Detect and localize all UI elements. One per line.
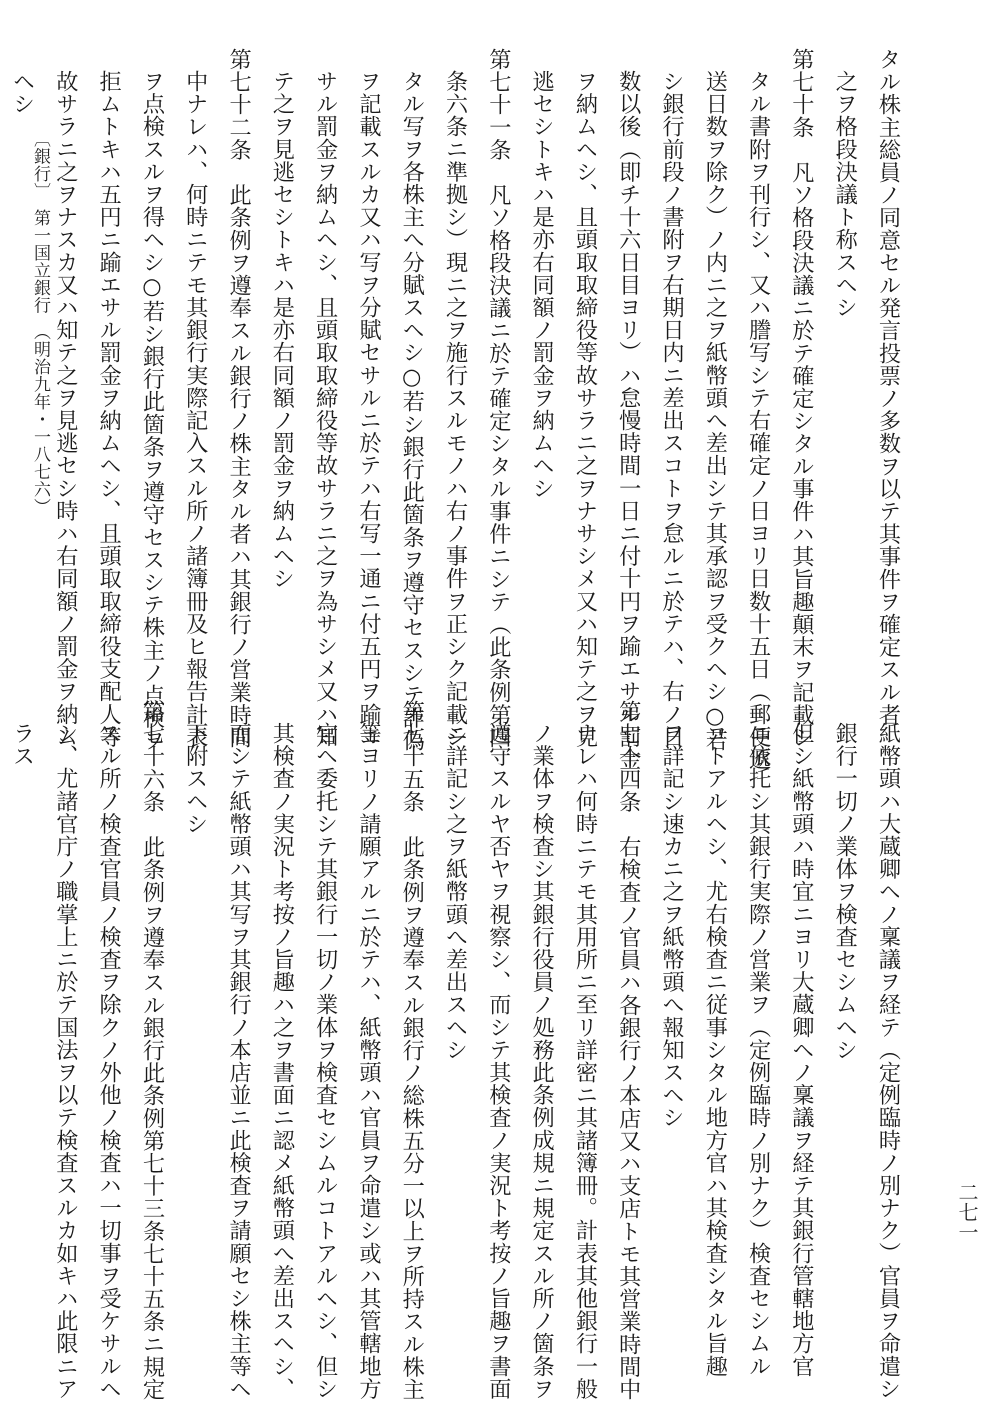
text-line: 銀行一切ノ業体ヲ検査セシムヘシ	[831, 722, 858, 1061]
text-line: 条六条ニ準拠シ）現ニ之ヲ施行スルモノハ右ノ事件ヲ正シク記載シ	[442, 70, 469, 748]
text-line: 其検査ノ実況ト考按ノ旨趣ハ之ヲ書面ニ認メ紙幣頭へ差出スヘシ、	[268, 722, 295, 1400]
text-line: スル所ノ検査官員ノ検査ヲ除クノ外他ノ検査ハ一切事ヲ受ケサルヘ	[95, 722, 122, 1400]
text-line: 逃セシトキハ是亦右同額ノ罰金ヲ納ムヘシ	[528, 70, 555, 500]
text-line: ヲ納ムヘシ、且頭取取締役等故サラニ之ヲナサシメ又ハ知テ之ヲ見	[571, 70, 598, 748]
text-line: タル書附ヲ刊行シ、又ハ謄写シテ右確定ノ日ヨリ日数十五日（郵便遞	[745, 70, 772, 771]
article-75-heading-line: 第七十五条 此条例ヲ遵奉スル銀行ノ総株五分一以上ヲ所持スル株主	[398, 700, 425, 1401]
text-line: 紙幣頭ハ大蔵卿ヘノ稟議ヲ経テ（定例臨時ノ別ナク）官員ヲ命遣シ	[875, 722, 901, 1400]
text-line: サル罰金ヲ納ムヘシ、且頭取取締役等故サラニ之ヲ為サシメ又ハ知	[312, 70, 339, 748]
text-line: 之ヲ格段決議ト称スヘシ	[831, 70, 858, 319]
text-line: 等ヨリノ請願アルニ於テハ、紙幣頭ハ官員ヲ命遣シ或ハ其管轄地方	[355, 722, 382, 1400]
article-70-heading-line: 第七十条 凡ソ格段決議ニ於テ確定シタル事件ハ其旨趣顛末ヲ記載シ	[788, 48, 815, 749]
text-line: ノ業体ヲ検査シ其銀行役員ノ処務此条例成規ニ規定スル所ノ箇条ヲ	[528, 722, 555, 1400]
text-line: 下附スヘシ	[182, 722, 209, 835]
text-line: 拒ムトキハ五円ニ踰エサル罰金ヲ納ムヘシ、且頭取取締役支配人等	[95, 70, 122, 748]
text-line: 官ヘ委托シテ其銀行一切ノ業体ヲ検査セシムルコトアルヘシ、但シ	[312, 722, 339, 1400]
text-line: 而シテ紙幣頭ハ其写ヲ其銀行ノ本店並ニ此検査ヲ請願セシ株主等ヘ	[225, 722, 252, 1400]
text-line: 故サラニ之ヲナスカ又ハ知テ之ヲ見逃セシ時ハ右同額ノ罰金ヲ納ム	[52, 70, 79, 748]
text-line: ニ詳記シ之ヲ紙幣頭へ差出スヘシ	[442, 722, 469, 1061]
article-74-heading-line: 第七十四条 右検査ノ官員ハ各銀行ノ本店又ハ支店トモ其営業時間中	[615, 700, 642, 1401]
text-line: ナレハ何時ニテモ其用所ニ至リ詳密ニ其諸簿冊。計表其他銀行一般	[571, 722, 598, 1400]
text-line: ヲ記載スルカ又ハ写ヲ分賦セサルニ於テハ右写一通ニ付五円ヲ踰エ	[355, 70, 382, 748]
text-line: ラス	[9, 722, 36, 768]
text-line: 遵守スルヤ否ヤヲ視察シ、而シテ其検査ノ実況ト考按ノ旨趣ヲ書面	[485, 722, 512, 1400]
text-line: タル写ヲ各株主へ分賦スヘシ○若シ銀行此箇条ヲ遵守セスシテ詐偽	[398, 70, 425, 752]
text-line: ヘシ	[9, 70, 36, 116]
lower-text-block	[0, 700, 909, 1401]
text-line: 送日数ヲ除ク）ノ内ニ之ヲ紙幣頭へ差出シテ其承認ヲ受クヘシ○若	[701, 70, 728, 752]
text-line: 中ナレハ、何時ニテモ其銀行実際記入スル所ノ諸簿冊及ヒ報告計表	[182, 70, 209, 748]
article-76-heading-line: 第七十六条 此条例ヲ遵奉スル銀行此条例第七十三条七十五条ニ規定	[138, 700, 165, 1401]
article-72-heading-line: 第七十二条 此条例ヲ遵奉スル銀行ノ株主タル者ハ其銀行ノ営業時間	[225, 48, 252, 749]
proviso-line: 但シ紙幣頭ハ時宜ニヨリ大蔵卿ヘノ稟議ヲ経テ其銀行管轄地方官	[788, 722, 815, 1378]
text-line: ニ依托シ其銀行実際ノ営業ヲ（定例臨時ノ別ナク）検査セシムル	[745, 722, 772, 1378]
text-line: シ、尤諸官庁ノ職掌上ニ於テ国法ヲ以テ検査スルカ如キハ此限ニア	[52, 722, 79, 1400]
text-line: テ之ヲ見逃セシトキハ是亦右同額ノ罰金ヲ納ムヘシ	[268, 70, 295, 590]
text-line: コトアルヘシ、尤右検査ニ従事シタル地方官ハ其検査シタル旨趣	[701, 722, 728, 1378]
text-line: 数以後（即チ十六日目ヨリ）ハ怠慢時間一日ニ付十円ヲ踰エサル罰金	[615, 70, 642, 771]
text-line: タル株主総員ノ同意セル発言投票ノ多数ヲ以テ其事件ヲ確定スル者	[875, 48, 901, 726]
page-number: 二七一	[955, 1182, 979, 1242]
text-line: ヲ詳記シ速カニ之ヲ紙幣頭へ報知スヘシ	[658, 722, 685, 1129]
article-71-heading-line: 第七十一条 凡ソ格段決議ニ於テ確定シタル事件ニシテ（此条例第四	[485, 48, 512, 749]
text-line: ヲ点検スルヲ得ヘシ○若シ銀行此箇条ヲ遵守セスシテ株主ノ点検ヲ	[138, 70, 165, 752]
running-head: 〔銀行〕 第一国立銀行 （明治九年・一八七六）	[30, 130, 50, 516]
text-line: シ銀行前段ノ書附ヲ右期日内ニ差出スコトヲ怠ルニ於テハ、右ノ日	[658, 70, 685, 748]
